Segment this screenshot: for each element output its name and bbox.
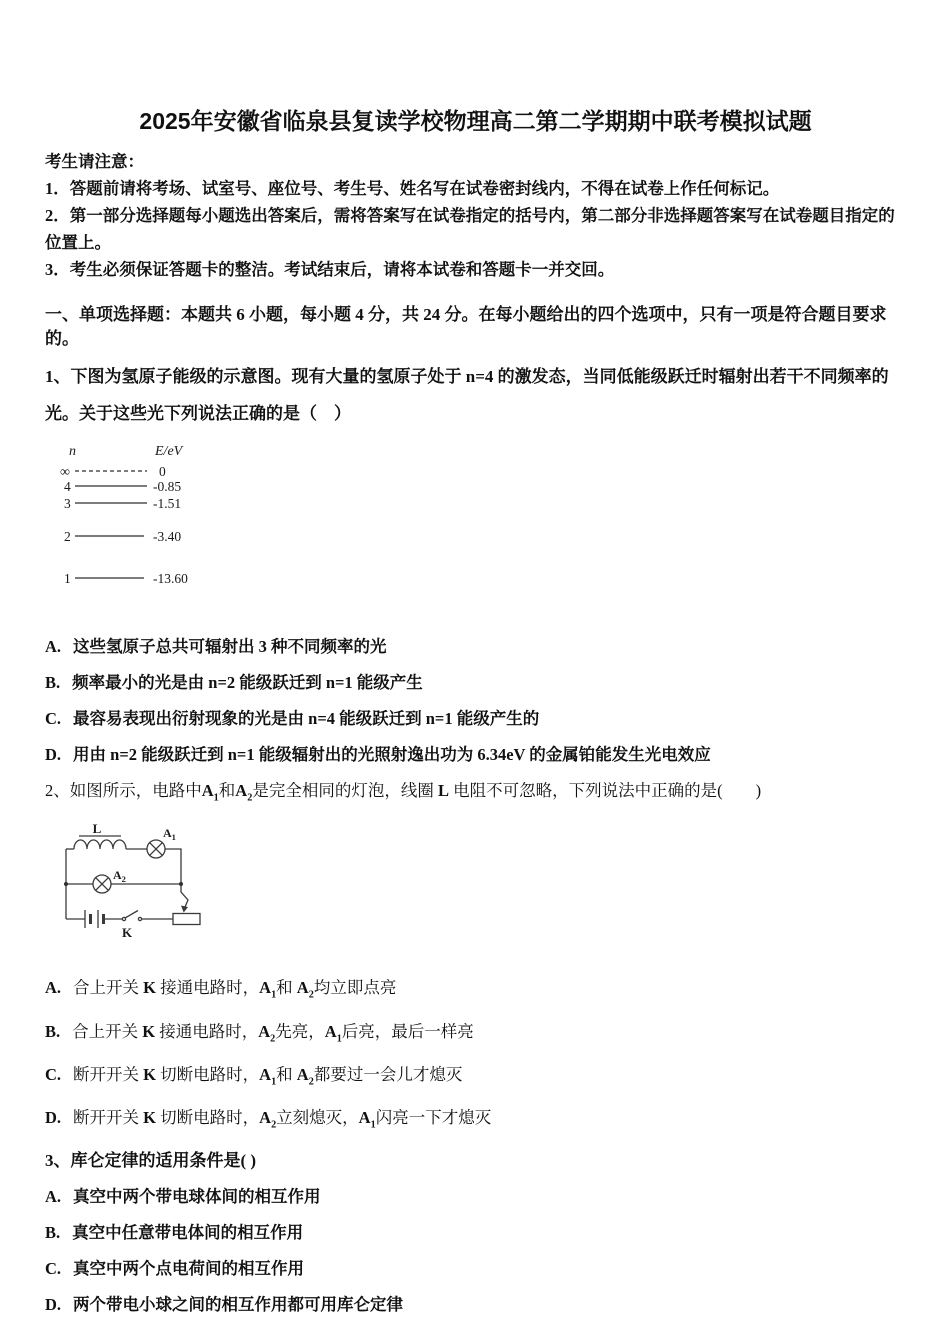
top-wire-right — [165, 849, 181, 884]
option-text: 这些氢原子总共可辐射出 3 种不同频率的光 — [73, 637, 387, 656]
notice-item-1: 1．答题前请将考场、试室号、座位号、考生号、姓名写在试卷密封线内，不得在试卷上作任何标记。 — [45, 179, 780, 198]
level-2-energy: -3.40 — [153, 529, 182, 544]
q2-option-d: D. 断开开关 K 切断电路时，$A_2$立刻熄灭，$A_1$闪亮一下才熄灭 — [45, 1108, 492, 1131]
level-3-energy: -1.51 — [153, 496, 182, 511]
option-label: A. — [45, 1187, 62, 1207]
lamp-a2-icon — [93, 875, 111, 893]
circuit-diagram — [61, 823, 221, 949]
q2-option-a: A. 合上开关 K 接通电路时，$A_1$和 $A_2$均立即点亮 — [45, 978, 397, 1001]
q1-option-b — [45, 670, 906, 695]
level-4-energy: -0.85 — [153, 479, 182, 494]
q2-option-b: B. 合上开关 K 接通电路时，$A_2$先亮，$A_1$后亮，最后一样亮 — [45, 1021, 474, 1044]
switch-label: K — [121, 925, 133, 941]
level-4-label: 4 — [64, 479, 71, 494]
option-label: C. — [45, 709, 62, 728]
q1-option-c — [45, 706, 906, 731]
junction-dot-left — [64, 882, 68, 886]
exam-title: 2025年安徽省临泉县复读学校物理高二第二学期期中联考模拟试题 — [139, 108, 812, 134]
level-infinity-energy: 0 — [159, 464, 166, 479]
option-label: B. — [45, 1223, 61, 1243]
notice-heading: 考生请注意： — [45, 152, 144, 171]
section-1-heading: 一、单项选择题：本题共 6 小题，每小题 4 分，共 24 分。在每小题给出的四个选项中，只有一项是符合题目要求的。 — [45, 305, 887, 348]
rheostat-body — [173, 914, 200, 925]
q2-stem: 2、如图所示，电路中$A_1$和$A_2$是完全相同的灯泡，线圈 L 电阻不可忽略，下列说法中正确的是( ) — [45, 781, 762, 804]
rheostat-slider-arrow — [181, 884, 188, 913]
option-text: 用由 n=2 能级跃迁到 n=1 能级辐射出的光照射逸出功为 6.34eV 的金属铂能发生光电效应 — [73, 745, 711, 764]
option-text: 两个带电小球之间的相互作用都可用库仑定律 — [73, 1295, 404, 1315]
option-label: B. — [45, 673, 61, 692]
q3-option-b — [45, 1220, 906, 1245]
lamp-a1-label: $A_1$ — [163, 826, 176, 843]
option-label: A. — [45, 637, 62, 656]
notice-item-2: 2．第一部分选择题每小题选出答案后，需将答案写在试卷指定的括号内，第二部分非选择题答案写在试卷题目指定的位置上。 — [45, 206, 895, 252]
notice-item-3: 3．考生必须保证答题卡的整洁。考试结束后，请将本试卷和答题卡一并交回。 — [45, 260, 615, 279]
switch-icon — [122, 911, 141, 921]
q3-stem: 3、库仑定律的适用条件是( ) — [45, 1151, 257, 1171]
q3-option-a — [45, 1184, 906, 1209]
n-axis-label: n — [69, 444, 76, 459]
option-text: 真空中两个点电荷间的相互作用 — [73, 1259, 305, 1279]
inductor-label: L — [92, 823, 102, 837]
q1-option-d — [45, 742, 906, 767]
level-2-label: 2 — [64, 529, 71, 544]
option-label: D. — [45, 1295, 62, 1315]
battery-icon — [85, 910, 104, 928]
lamp-a1-icon — [147, 840, 165, 858]
option-text: 频率最小的光是由 n=2 能级跃迁到 n=1 能级产生 — [72, 673, 423, 692]
level-infinity-label: ∞ — [60, 465, 70, 480]
level-3-label: 3 — [64, 496, 71, 511]
level-1-energy: -13.60 — [153, 571, 188, 586]
q3-option-c — [45, 1256, 906, 1281]
energy-axis-label: E/eV — [155, 444, 183, 459]
inductor-coil — [74, 840, 126, 849]
energy-level-diagram — [59, 438, 229, 590]
option-text: 真空中任意带电体间的相互作用 — [72, 1223, 304, 1243]
option-label: D. — [45, 745, 62, 764]
level-1-label: 1 — [64, 571, 71, 586]
option-text: 真空中两个带电球体间的相互作用 — [73, 1187, 321, 1207]
lamp-a2-label: $A_2$ — [113, 868, 126, 885]
q1-stem: 1、下图为氢原子能级的示意图。现有大量的氢原子处于 n=4 的激发态，当同低能级跃迁时辐射出若干不同频率的光。关于这些光下列说法正确的是（ ） — [45, 367, 889, 423]
option-label: C. — [45, 1259, 62, 1279]
q3-option-d — [45, 1292, 906, 1317]
q2-option-c: C. 断开开关 K 切断电路时，$A_1$和 $A_2$都要过一会儿才熄灭 — [45, 1064, 463, 1088]
option-text: 最容易表现出衍射现象的光是由 n=4 能级跃迁到 n=1 能级产生的 — [73, 709, 540, 728]
q1-option-a — [45, 634, 906, 659]
